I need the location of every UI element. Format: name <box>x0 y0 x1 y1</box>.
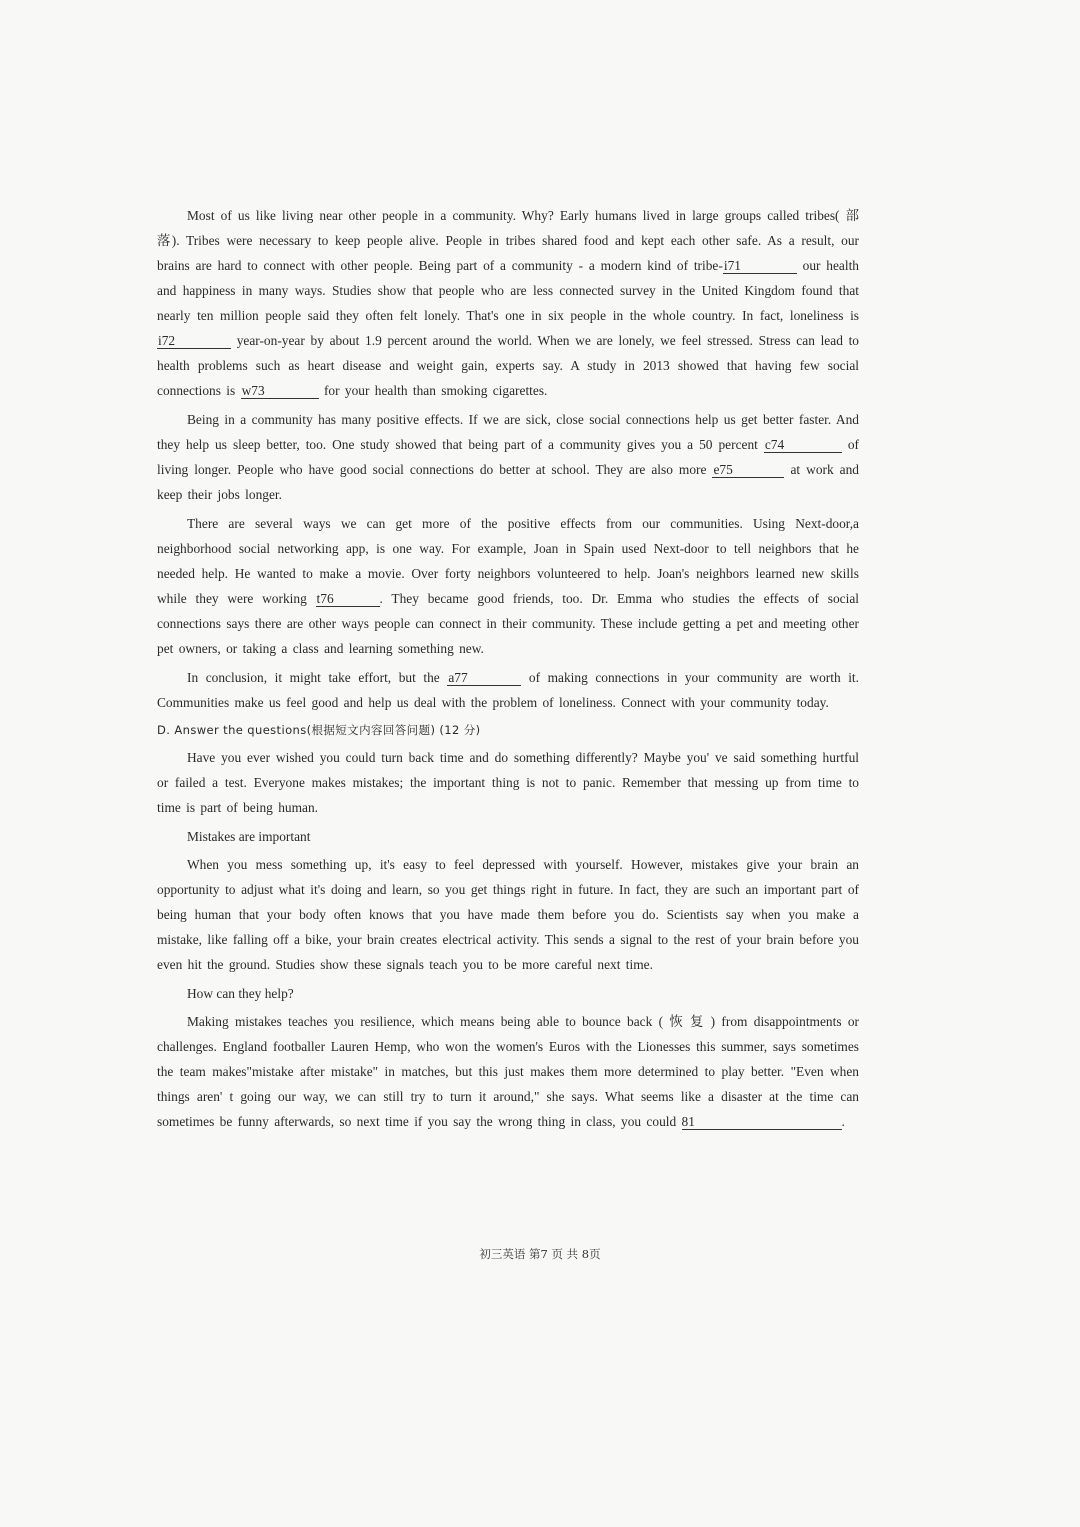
page-content <box>157 203 859 1138</box>
p2-text-1: Being in a community has many positive effects. If we are sick, close social connections help us get better faster. And they help us sleep better, too. One study showed that being part of a community gives you a 50 percent <box>157 412 859 452</box>
p4-text-1: In conclusion, it might take effort, but the <box>187 670 448 685</box>
blank-74[interactable]: c 74 <box>764 437 842 453</box>
p1-text-2: our health and happiness in many ways. Studies show that people who are less connected survey in the United Kingdom found that nearly ten million people said they often felt lonely. That's one in six people in the whole country. In fact, loneliness is <box>157 258 859 323</box>
p1-text-4: for your health than smoking cigarettes. <box>318 383 548 398</box>
body2-text-2: . <box>841 1114 845 1129</box>
blank-77[interactable]: a 77 <box>447 670 521 686</box>
blank-72[interactable]: i 72 <box>157 333 231 349</box>
section-d-body-2 <box>157 1009 859 1134</box>
passage-paragraph-1 <box>157 203 859 403</box>
subheading-mistakes-important: Mistakes are important <box>187 829 311 844</box>
passage-paragraph-4 <box>157 665 859 715</box>
blank-73[interactable]: w 73 <box>241 383 319 399</box>
blank-81[interactable]: 81 <box>682 1114 842 1130</box>
p3-text-2: . They became good friends, too. Dr. Emma who studies the effects of social connections says there are other ways people can connect in their community. These include getting a pet and meeting other pet owners, or taking a class and learning something new. <box>157 591 859 656</box>
p1-text-1: Most of us like living near other people in a community. Why? Early humans lived in large groups called tribes( 部 落). Tribes were necessary to keep people alive. People in tribes shared food and kept each other safe. As a result, our brains are hard to connect with other people. Being part of a community - a modern kind of tribe- <box>157 208 859 273</box>
p3-text-1: There are several ways we can get more of the positive effects from our communities. Using Next-door,a neighborhood social networking app, is one way. For example, Joan in Spain used Next-door to tell neighbors that he needed help. He wanted to make a movie. Over forty neighbors volunteered to help. Joan's neighbors learned new skills while they were working <box>157 516 859 606</box>
section-d-intro: Have you ever wished you could turn back time and do something differently? Maybe you' ve said something hurtful or failed a test. Everyone makes mistakes; the important thing is not to panic. Remember that messing up from time to time is part of being human. <box>157 750 859 815</box>
blank-76[interactable]: t 76 <box>316 591 380 607</box>
p2-text-3: at work and keep their jobs longer. <box>157 462 860 502</box>
section-d-heading: D. Answer the questions(根据短文内容回答问题) (12 分) <box>157 723 481 737</box>
p2-text-2: of living longer. People who have good social connections do better at school. They are also more <box>157 437 859 477</box>
blank-71[interactable]: i 71 <box>723 258 797 274</box>
page-footer: 初三英语 第7 页 共 8页 <box>479 1247 601 1261</box>
passage-paragraph-2 <box>157 407 859 507</box>
passage-paragraph-3 <box>157 511 859 661</box>
section-d-body-1: When you mess something up, it's easy to feel depressed with yourself. However, mistakes give your brain an opportunity to adjust what it's doing and learn, so you get things right in future. In fact, they are such an important part of being human that your body often knows that you have made them before you do. Scientists say when you make a mistake, like falling off a bike, your brain creates electrical activity. This sends a signal to the rest of your brain before you even hit the ground. Studies show these signals teach you to be more careful next time. <box>157 857 859 972</box>
p1-text-3: year-on-year by about 1.9 percent around the world. When we are lonely, we feel stressed. Stress can lead to health problems such as heart disease and weight gain, experts say. A study in 2013 showed that having few social connections is <box>157 333 859 398</box>
subheading-how-can-they-help: How can they help? <box>187 986 294 1001</box>
blank-75[interactable]: e 75 <box>712 462 784 478</box>
p4-text-2: of making connections in your community are worth it. Communities make us feel good and help us deal with the problem of loneliness. Connect with your community today. <box>157 670 859 710</box>
body2-text-1: Making mistakes teaches you resilience, which means being able to bounce back ( 恢 复 ) from disappointments or challenges. England footballer Lauren Hemp, who won the women's Euros with the Lionesses this summer, says sometimes the team makes"mistake after mistake" in matches, but this just makes them more determined to play better. "Even when things aren' t going our way, we can still try to turn it around," she says. What seems like a disaster at the time can sometimes be funny afterwards, so next time if you say the wrong thing in class, you could <box>157 1014 859 1129</box>
